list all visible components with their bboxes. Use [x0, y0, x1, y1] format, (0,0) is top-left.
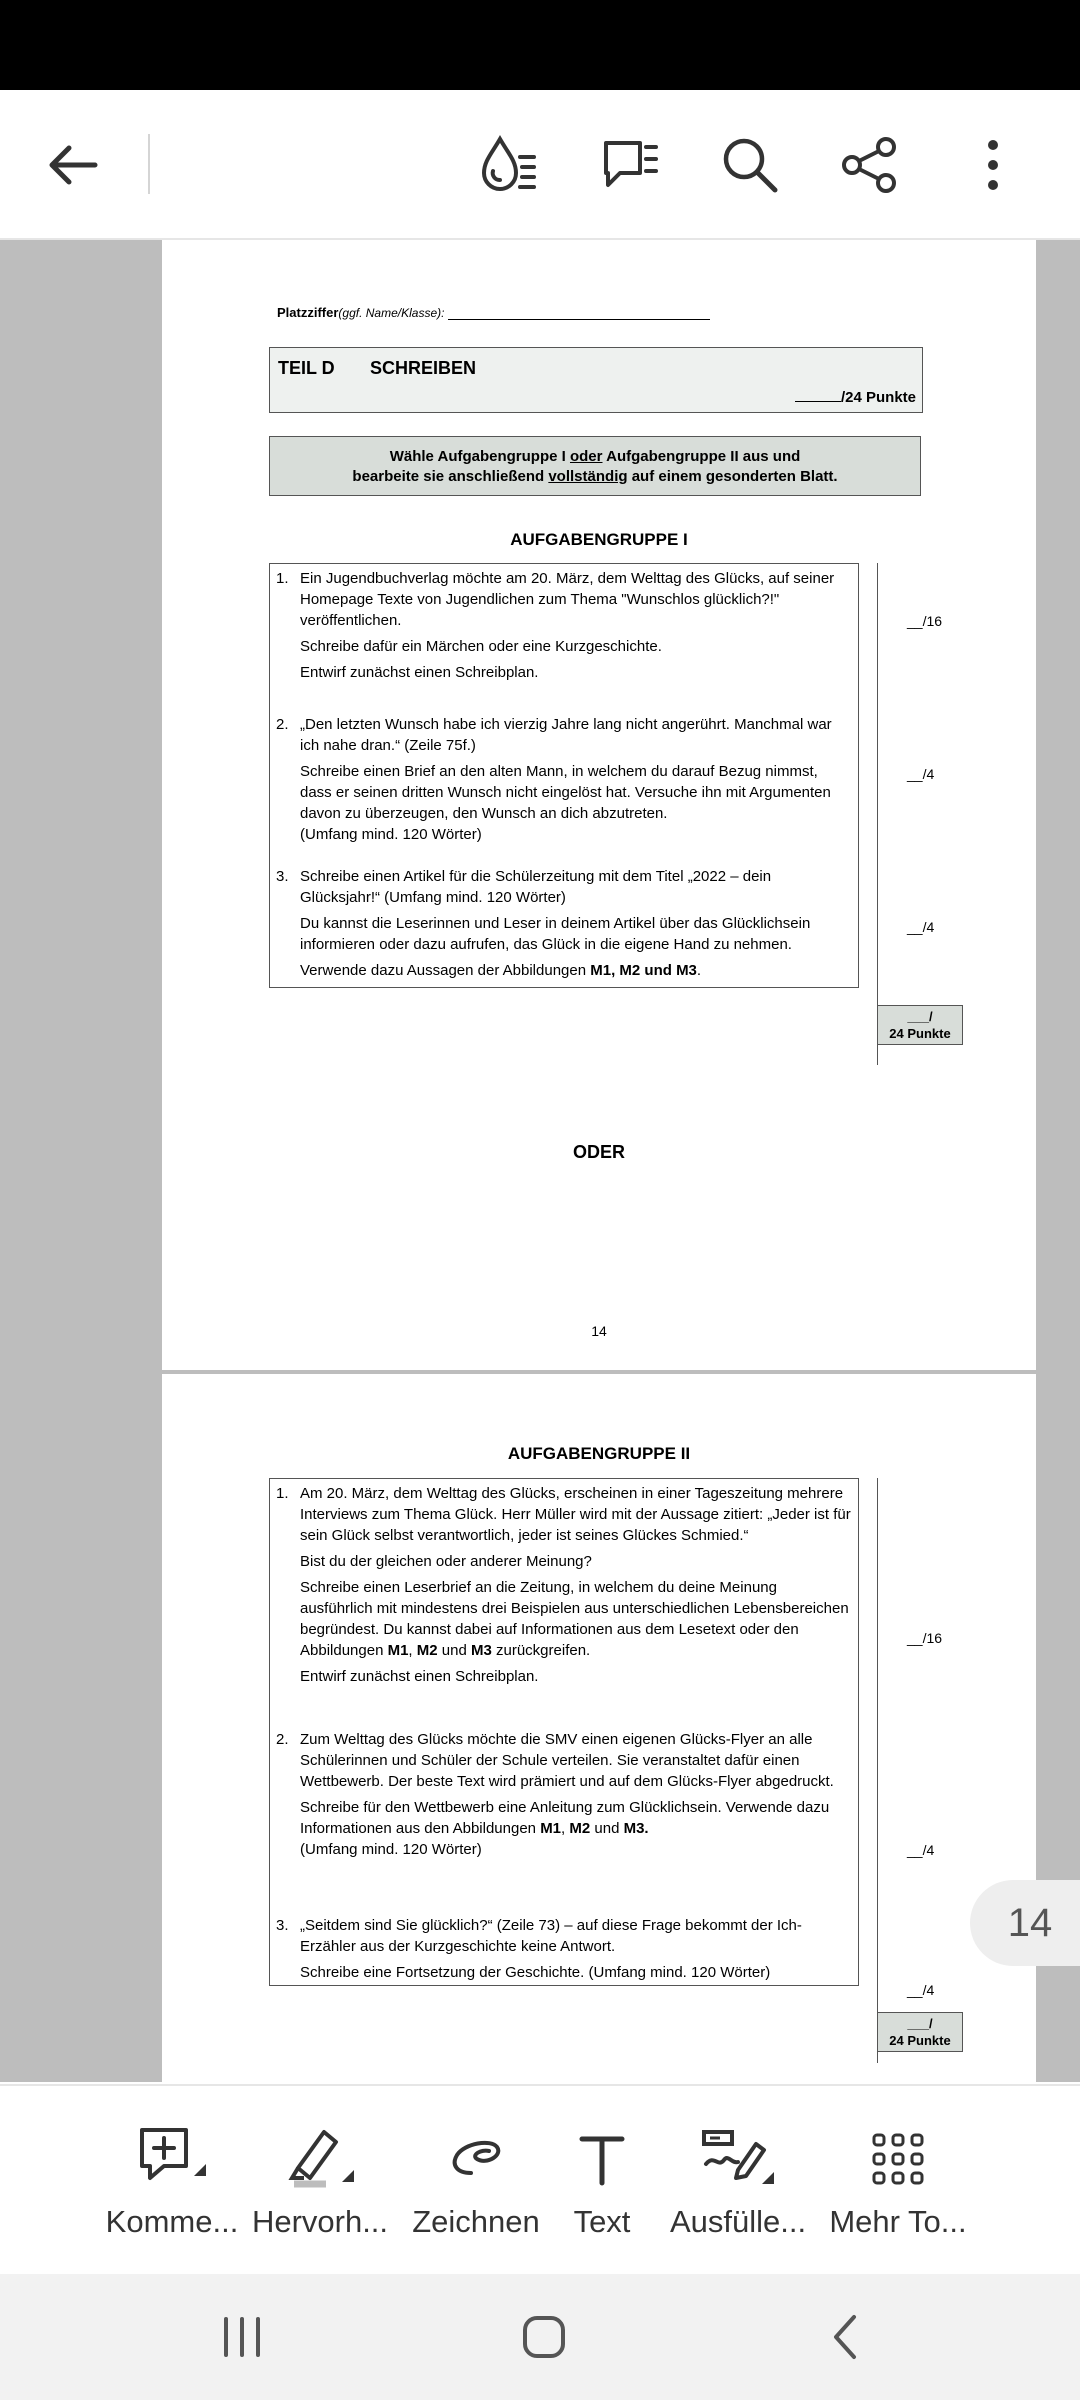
- task-text: Entwirf zunächst einen Schreibplan.: [300, 1668, 539, 1685]
- teil-title: SCHREIBEN: [370, 358, 477, 378]
- read-mode-button[interactable]: [463, 120, 553, 210]
- comments-icon: [598, 133, 662, 197]
- toolbar-divider: [148, 134, 150, 194]
- task-text: Am 20. März, dem Welttag des Glücks, erscheinen in einer Tageszeitung mehrere Interviews zum Thema Glück. Herr Müller wird mit der Aussage zitiert: „Jeder ist für sein Glück selbst verantwortlich, jeder ist seines Glückes Schmied.“: [300, 1485, 851, 1544]
- search-button[interactable]: [705, 120, 795, 210]
- task-text: Schreibe dafür ein Märchen oder eine Kurzgeschichte.: [300, 638, 662, 655]
- name-line: [448, 319, 710, 320]
- instr-underline: oder: [569, 448, 603, 465]
- task-text: Schreibe eine Fortsetzung der Geschichte. (Umfang mind. 120 Wörter): [300, 1964, 771, 1981]
- task-text-bold: M1: [387, 1642, 409, 1659]
- task-text: [300, 960, 852, 981]
- tool-comment[interactable]: [92, 2124, 252, 2240]
- tool-label: Hervorh...: [251, 2204, 389, 2239]
- recent-apps-button[interactable]: [192, 2299, 292, 2375]
- task-text-part: und: [437, 1642, 471, 1659]
- bottom-tools-bar: [0, 2084, 1080, 2276]
- task-text: Zum Welttag des Glücks möchte die SMV einen eigenen Glücks-Flyer an alle Schülerinnen und Schüler der Schule verteilen. Sie veranstaltet dafür einen Wettbewerb. Der beste Text wird prämiert und auf dem Glücks-Flyer abgedruckt.: [300, 1731, 834, 1790]
- instruction-box: [269, 436, 921, 496]
- instr-text: bearbeite sie anschließend: [352, 468, 549, 485]
- task-text: (Umfang mind. 120 Wörter): [300, 826, 482, 843]
- teil-points-text: /24 Punkte: [840, 389, 916, 406]
- task-1-score: __/16: [907, 613, 943, 629]
- tool-more[interactable]: [818, 2124, 978, 2240]
- task-text: Schreibe einen Brief an den alten Mann, in welchem du darauf Bezug nimmst, dass er seinen dritten Wunsch nicht eingelöst hat. Versuche ihn mit Argumenten davon zu überzeugen, den Wunsch an dich abzutreten.: [300, 763, 831, 822]
- pdf-page-15: [162, 1374, 1036, 2082]
- platzziffer-label: Platzziffer: [277, 305, 339, 320]
- platzziffer-line: [277, 305, 710, 320]
- share-button[interactable]: [825, 120, 915, 210]
- system-back-button[interactable]: [796, 2299, 896, 2375]
- tool-highlight[interactable]: [240, 2124, 400, 2240]
- task-text: (Umfang mind. 120 Wörter): [300, 1841, 482, 1858]
- draw-icon: [441, 2129, 511, 2189]
- task-text-part: und: [590, 1820, 624, 1837]
- task-text: „Seitdem sind Sie glücklich?“ (Zeile 73) – auf diese Frage bekommt der Ich-Erzähler aus der Kurzgeschichte keine Antwort.: [300, 1917, 802, 1955]
- task-number: 3.: [276, 868, 289, 885]
- task-3-score: __/4: [907, 919, 935, 935]
- task-text: Du kannst die Leserinnen und Leser in deinem Artikel über das Glücklichsein informieren oder dazu aufrufen, das Glück in die eigene Hand zu nehmen.: [300, 915, 811, 953]
- page-indicator-badge[interactable]: 14: [970, 1880, 1080, 1966]
- instr-text: Wähle Aufgabengruppe I: [389, 448, 570, 465]
- group-1-heading: AUFGABENGRUPPE I: [510, 530, 688, 549]
- task-2-score: __/4: [907, 766, 935, 782]
- task-text-bold: M1: [540, 1820, 562, 1837]
- tool-label: Ausfülle...: [669, 2204, 807, 2239]
- task-text: [300, 1797, 852, 1839]
- task-text: Ein Jugendbuchverlag möchte am 20. März, dem Welttag des Glücks, auf seiner Homepage Texte von Jugendlichen zum Thema "Wunschlos glücklich?!" veröffentlichen.: [300, 570, 835, 629]
- chevron-left-icon: [826, 2313, 866, 2361]
- task-text-bold: M2: [569, 1820, 591, 1837]
- tool-label: Text: [573, 2204, 631, 2239]
- task-number: 1.: [276, 1485, 289, 1502]
- task-text-bold: M1, M2 und M3: [590, 962, 697, 979]
- task-text-bold: M3: [470, 1642, 492, 1659]
- teil-label: TEIL D: [278, 358, 335, 378]
- instr-text: Aufgabengruppe II aus und: [602, 448, 801, 465]
- task-text: Bist du der gleichen oder anderer Meinung?: [300, 1553, 592, 1570]
- group-1-total-box: [877, 1005, 963, 1045]
- tool-label: Komme...: [105, 2204, 239, 2239]
- task-2-score: __/4: [907, 1842, 935, 1858]
- total-blank: ___/: [907, 1009, 933, 1024]
- task-text-part: zurückgreifen.: [491, 1642, 591, 1659]
- tool-label: Mehr To...: [829, 2204, 967, 2239]
- tool-fill-sign[interactable]: [658, 2124, 818, 2240]
- task-text-part: ,: [561, 1820, 570, 1837]
- task-number: 1.: [276, 570, 289, 587]
- task-text-part: Schreibe einen Leserbrief an die Zeitung, in welchem du deine Meinung ausführlich mit mindestens drei Beispielen aus unterschiedlichen Lebensbereichen begründest. Du kannst dabei auf Informationen aus dem Lesetext oder den Abbildungen: [300, 1579, 849, 1659]
- teil-points: [795, 389, 916, 406]
- group-1-task-box: [269, 563, 859, 988]
- pdf-page-14: [162, 240, 1036, 1370]
- task-number: 3.: [276, 1917, 289, 1934]
- task-text: Schreibe einen Artikel für die Schülerzeitung mit dem Titel „2022 – dein Glücksjahr!“ (Umfang mind. 120 Wörter): [300, 868, 772, 906]
- more-options-button[interactable]: [948, 120, 1038, 210]
- oder-label: ODER: [572, 1142, 625, 1162]
- comment-add-icon: [132, 2124, 212, 2194]
- fill-sign-icon: [696, 2124, 780, 2194]
- task-text: Entwirf zunächst einen Schreibplan.: [300, 664, 539, 681]
- platzziffer-hint: (ggf. Name/Klasse):: [338, 306, 445, 320]
- total-blank: ___/: [907, 2016, 933, 2031]
- top-toolbar: [0, 90, 1080, 240]
- instr-underline: vollständig: [548, 468, 628, 485]
- task-text-bold: M2: [416, 1642, 438, 1659]
- system-nav-bar: [0, 2274, 1080, 2400]
- text-icon: [572, 2129, 632, 2189]
- recent-apps-icon: [220, 2315, 264, 2359]
- group-2-task-box: [269, 1478, 859, 1986]
- task-text: „Den letzten Wunsch habe ich vierzig Jahre lang nicht angerührt. Manchmal war ich nahe dran.“ (Zeile 75f.): [300, 716, 832, 754]
- total-points: 24 Punkte: [889, 1026, 951, 1041]
- group-2-total-box: [877, 2012, 963, 2052]
- teil-d-header: [269, 347, 923, 413]
- read-mode-icon: [476, 133, 540, 197]
- document-viewer[interactable]: [0, 240, 1080, 2082]
- task-3-score: __/4: [907, 1982, 935, 1998]
- home-button[interactable]: [494, 2299, 594, 2375]
- task-text-part: ,: [408, 1642, 417, 1659]
- page-number: 14: [591, 1323, 607, 1339]
- comments-button[interactable]: [585, 120, 675, 210]
- task-text-part: Schreibe für den Wettbewerb eine Anleitung zum Glücklichsein. Verwende dazu Informationen aus den Abbildungen: [300, 1799, 830, 1837]
- total-points: 24 Punkte: [889, 2033, 951, 2048]
- highlighter-icon: [280, 2124, 360, 2194]
- share-icon: [840, 135, 900, 195]
- status-bar: [0, 0, 1080, 90]
- task-1-score: __/16: [907, 1630, 943, 1646]
- arrow-left-icon: [45, 137, 101, 193]
- score-column-line: [877, 563, 878, 1065]
- task-text-part: .: [696, 962, 702, 979]
- more-tools-grid-icon: [870, 2131, 926, 2187]
- task-text-part: Verwende dazu Aussagen der Abbildungen: [300, 962, 591, 979]
- search-icon: [720, 135, 780, 195]
- tool-label: Zeichnen: [412, 2204, 540, 2239]
- group-2-heading: AUFGABENGRUPPE II: [507, 1444, 691, 1463]
- back-button[interactable]: [28, 120, 118, 210]
- task-number: 2.: [276, 716, 289, 733]
- instr-text: auf einem gesonderten Blatt.: [627, 468, 838, 485]
- task-text-bold: M3.: [623, 1820, 649, 1837]
- task-number: 2.: [276, 1731, 289, 1748]
- more-vert-icon: [983, 135, 1003, 195]
- task-text: [300, 1577, 852, 1661]
- score-column-line: [877, 1478, 878, 2063]
- home-icon: [520, 2313, 568, 2361]
